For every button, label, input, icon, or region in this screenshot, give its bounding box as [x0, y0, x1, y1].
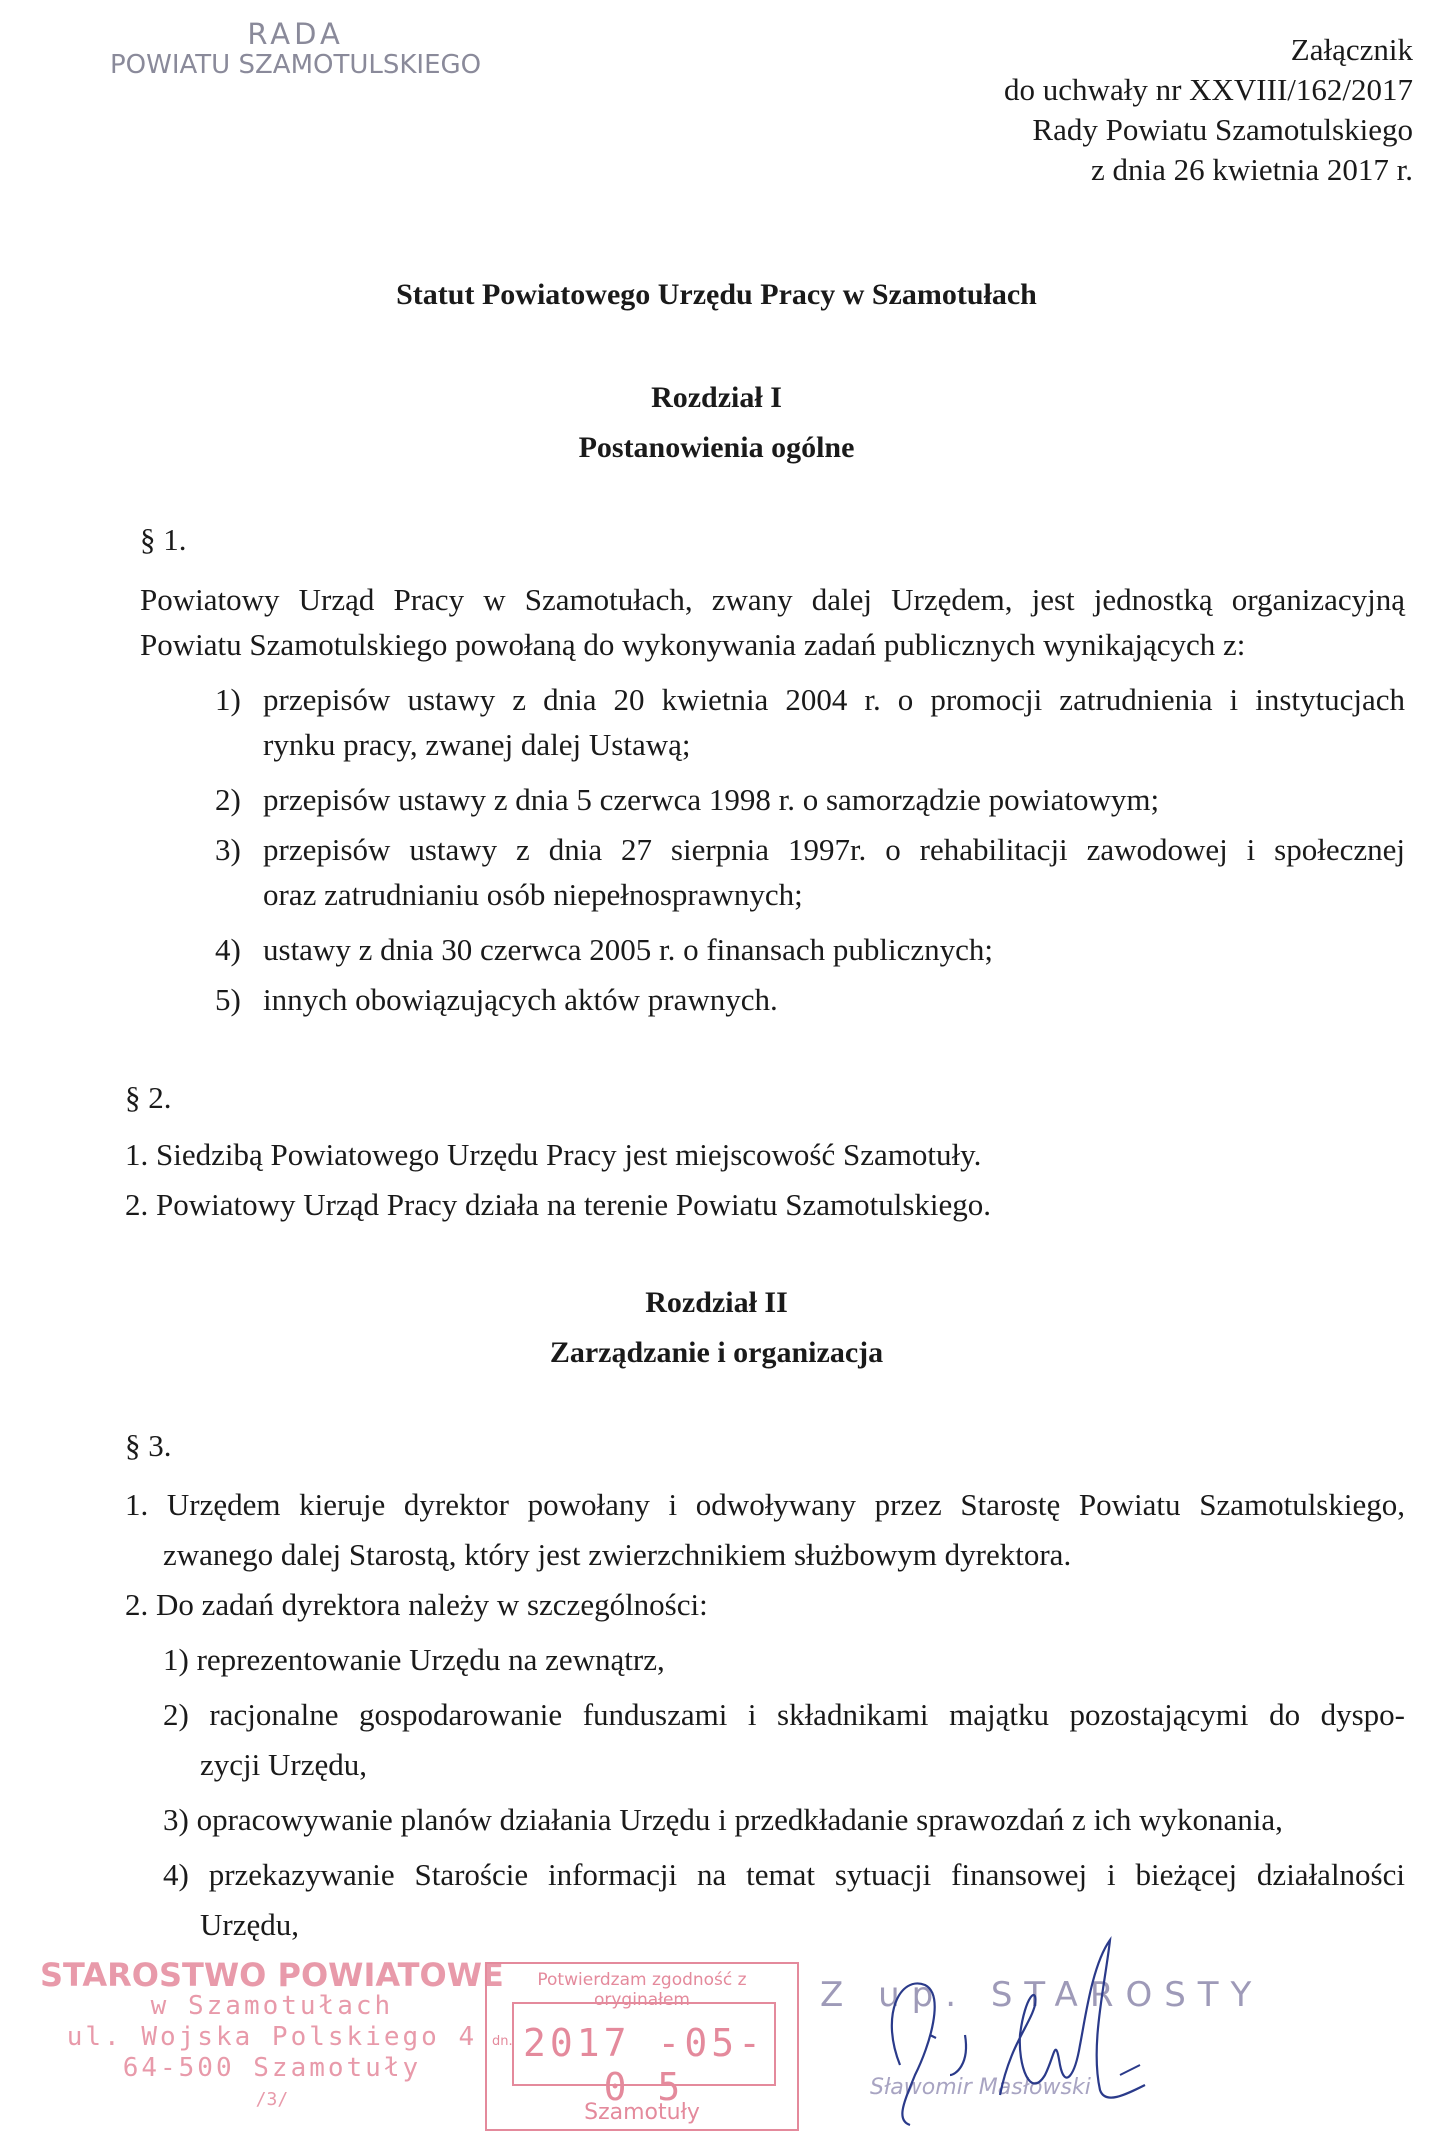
annex-header [1004, 30, 1413, 190]
annex-line4: z dnia 26 kwietnia 2017 r. [1091, 152, 1413, 187]
council-stamp-line2: POWIATU SZAMOTULSKIEGO [110, 50, 482, 81]
office-stamp [40, 1956, 504, 2115]
section1-item3-num: 3) [215, 832, 241, 867]
section3-p1-line1: 1. Urzędem kieruje dyrektor powołany i odwoływany przez Starostę Powiatu Szamotulskiego, [125, 1487, 1405, 1522]
section3-item2-line1: 2) racjonalne gospodarowanie funduszami i składnikami majątku pozostającymi do dyspo- [163, 1697, 1405, 1732]
council-stamp [110, 18, 481, 81]
office-stamp-line4: 64-500 Szamotuły [122, 2053, 422, 2083]
certified-stamp-dn: dn. [492, 2034, 513, 2049]
section2-p2: 2. Powiatowy Urząd Pracy działa na terenie Powiatu Szamotulskiego. [125, 1187, 992, 1222]
certified-stamp-city: Szamotuły [584, 2100, 700, 2125]
section1-item2-num: 2) [215, 782, 241, 817]
chapter2-number: Rozdział II [645, 1286, 788, 1319]
starosta-stamp: Z up. STAROSTY [820, 1975, 1264, 2015]
section1-item5-num: 5) [215, 982, 241, 1017]
section3-label: § 3. [125, 1428, 172, 1463]
chapter1-heading [0, 373, 1433, 473]
document-title: Statut Powiatowego Urzędu Pracy w Szamotułach [396, 278, 1037, 311]
office-stamp-line5: /3/ [255, 2089, 289, 2110]
section3-item3-line1: 3) opracowywanie planów działania Urzędu i przedkładanie sprawozdań z ich wykonania, [163, 1802, 1283, 1837]
section3-item1-line1: 1) reprezentowanie Urzędu na zewnątrz, [163, 1642, 665, 1677]
section1-item3-line1: przepisów ustawy z dnia 27 sierpnia 1997r. o rehabilitacji zawodowej i społecznej [263, 832, 1405, 867]
section1-item1-line1: przepisów ustawy z dnia 20 kwietnia 2004 r. o promocji zatrudnienia i instytucjach [263, 682, 1405, 717]
office-stamp-line1: STAROSTWO POWIATOWE [40, 1956, 504, 1994]
office-stamp-line2: w Szamotułach [150, 1991, 394, 2021]
section3-item4-line2: Urzędu, [200, 1907, 299, 1942]
section1-intro-line2: Powiatu Szamotulskiego powołaną do wykonywania zadań publicznych wynikających z: [140, 627, 1246, 662]
section3-item4-line1: 4) przekazywanie Staroście informacji na temat sytuacji finansowej i bieżącej działalności [163, 1857, 1405, 1892]
section1-item4-line1: ustawy z dnia 30 czerwca 2005 r. o finansach publicznych; [263, 932, 993, 967]
section1-item1-line2: rynku pracy, zwanej dalej Ustawą; [263, 727, 691, 762]
starosta-stamp-name: Sławomir Masłowski [870, 2075, 1091, 2100]
section1-item3-line2: oraz zatrudnianiu osób niepełnosprawnych; [263, 877, 803, 912]
section1-item1-num: 1) [215, 682, 241, 717]
handwritten-signature [860, 1925, 1180, 2135]
chapter2-heading [0, 1278, 1433, 1378]
section2-label: § 2. [125, 1080, 172, 1115]
council-stamp-line1: RADA [247, 17, 344, 51]
section3-item2-line2: zycji Urzędu, [200, 1747, 367, 1782]
chapter2-name: Zarządzanie i organizacja [549, 1336, 884, 1369]
chapter1-name: Postanowienia ogólne [578, 431, 855, 464]
section1-label: § 1. [140, 522, 187, 557]
annex-line1: Załącznik [1290, 32, 1413, 67]
certified-stamp-date-box [512, 2002, 776, 2109]
section3-p1-line2: zwanego dalej Starostą, który jest zwierzchnikiem służbowym dyrektora. [163, 1537, 1072, 1572]
section2-p1: 1. Siedzibą Powiatowego Urzędu Pracy jest miejscowość Szamotuły. [125, 1137, 982, 1172]
office-stamp-line3: ul. Wojska Polskiego 4 [66, 2022, 478, 2052]
section1-item5-line1: innych obowiązujących aktów prawnych. [263, 982, 778, 1017]
section3-p2: 2. Do zadań dyrektora należy w szczególności: [125, 1587, 708, 1622]
chapter1-number: Rozdział I [651, 381, 782, 414]
section1-item2-line1: przepisów ustawy z dnia 5 czerwca 1998 r. o samorządzie powiatowym; [263, 782, 1160, 817]
section1-item4-num: 4) [215, 932, 241, 967]
annex-line2: do uchwały nr XXVIII/162/2017 [1004, 72, 1413, 107]
certified-stamp-date: 2017 -05- 0 5 [523, 2021, 765, 2109]
certified-copy-stamp [485, 1962, 799, 2131]
annex-line3: Rady Powiatu Szamotulskiego [1032, 112, 1413, 147]
certified-stamp-header: Potwierdzam zgodność z oryginałem [537, 1970, 747, 2010]
section1-intro-line1: Powiatowy Urząd Pracy w Szamotułach, zwany dalej Urzędem, jest jednostką organizacyjną [140, 582, 1405, 617]
